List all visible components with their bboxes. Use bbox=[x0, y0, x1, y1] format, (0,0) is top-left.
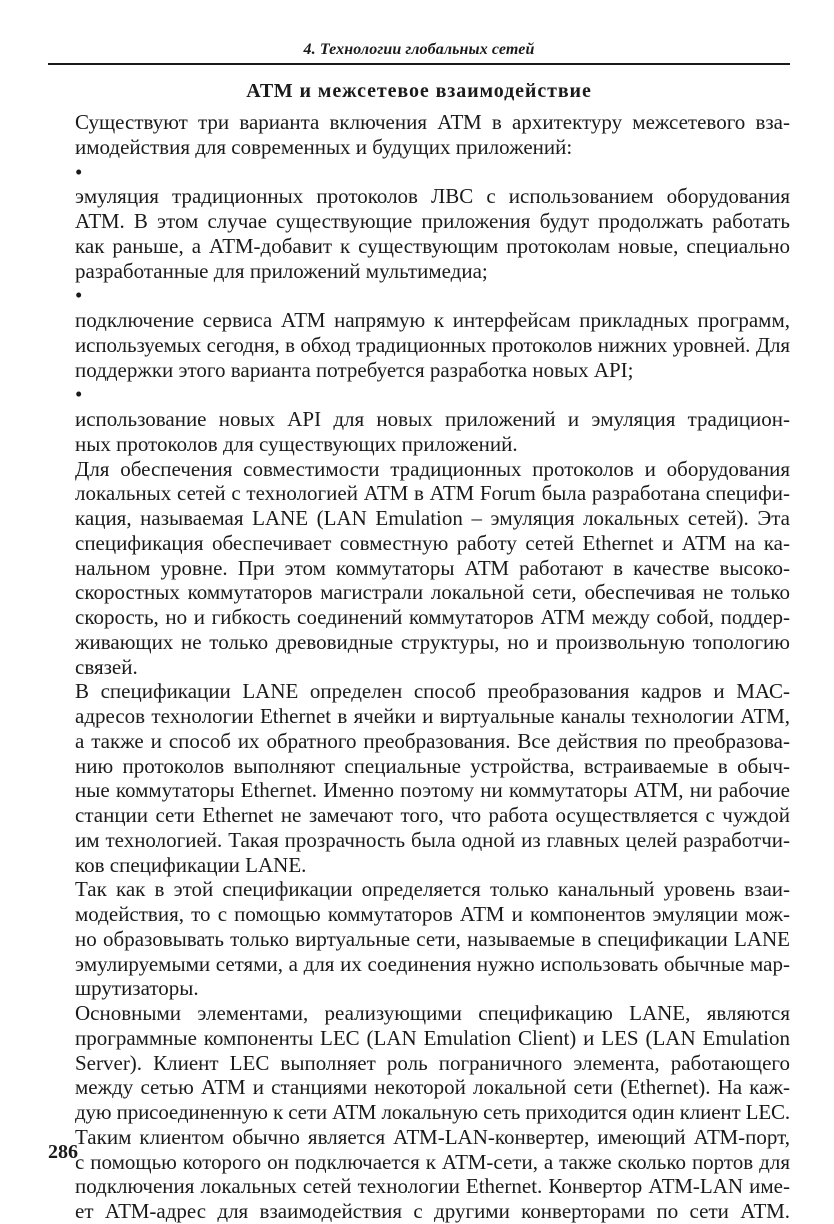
text-line: им технологией. Такая прозрачность была одной из главных целей разработчи- bbox=[75, 827, 790, 852]
text-line: шрутизаторы. bbox=[75, 976, 199, 1001]
text-line: как раньше, а АТМ-добавит к существующим протоколам новые, специально bbox=[75, 233, 790, 258]
text-line: программные компоненты LEC (LAN Emulation Client) и LES (LAN Emulation bbox=[75, 1025, 790, 1050]
text-line: Основными элементами, реализующими спецификацию LANE, являются bbox=[75, 1001, 790, 1025]
text-line: связей. bbox=[75, 654, 138, 679]
text-line: но образовывать только виртуальные сети, называемые в спецификации LANE bbox=[75, 926, 790, 951]
text-line: Server). Клиент LEC выполняет роль пограничного элемента, работающего bbox=[75, 1050, 790, 1075]
text-line: модействия, то с помощью коммутаторов АТМ и компонентов эмуляции мож- bbox=[75, 902, 790, 926]
paragraph bbox=[48, 877, 790, 1001]
text-line: • подключение сервиса АТМ напрямую к интерфейсам прикладных программ, bbox=[75, 308, 790, 332]
page-number: 286 bbox=[48, 1141, 78, 1163]
text-line: ные коммутаторы Ethernet. Именно поэтому ни коммутаторы АТМ, ни рабочие bbox=[75, 778, 790, 803]
header-rule bbox=[48, 63, 790, 65]
text-line: В спецификации LANE определен способ преобразования кадров и МАС- bbox=[75, 679, 790, 704]
text-line: ков спецификации LANE. bbox=[75, 852, 307, 877]
text-line: нальном уровне. При этом коммутаторы АТМ работают в качестве высоко- bbox=[75, 555, 790, 580]
text-line: скоростных коммутаторов магистрали локальной сети, обеспечивая не только bbox=[75, 580, 790, 605]
text-line: станции сети Ethernet не замечают того, что работа осуществляется с чуждой bbox=[75, 803, 790, 827]
text-line: Существуют три варианта включения АТМ в архитектуру межсетевого вза- bbox=[75, 110, 790, 134]
body-text bbox=[48, 110, 790, 1224]
paragraph bbox=[48, 679, 790, 877]
text-line: между сетью АТМ и станциями некоторой локальной сети (Ethernet). На каж- bbox=[75, 1075, 790, 1100]
text-line: с помощью которого он подключается к АТМ-сети, а также сколько портов для bbox=[75, 1149, 790, 1174]
section-title: АТМ и межсетевое взаимодействие bbox=[246, 80, 592, 102]
text-line: подключения локальных сетей технологии Ethernet. Конвертор АТМ-LAN име- bbox=[75, 1174, 790, 1199]
text-line: АТМ. В этом случае существующие приложения будут продолжать работать bbox=[75, 209, 790, 233]
text-line: живающих не только древовидные структуры, но и произвольную топологию bbox=[75, 629, 790, 654]
text-line: Так как в этой спецификации определяется только канальный уровень взаи- bbox=[75, 877, 790, 902]
paragraph bbox=[48, 457, 790, 680]
text-line: используемых сегодня, в обход традиционных протоколов нижних уровней. Для bbox=[75, 332, 790, 357]
text-line: ет АТМ-адрес для взаимодействия с другими конверторами по сети АТМ. bbox=[75, 1199, 790, 1223]
paragraph bbox=[48, 1001, 790, 1224]
text-line: Таким клиентом обычно является АТМ-LAN-конвертер, имеющий АТМ-порт, bbox=[75, 1124, 790, 1149]
text-line: Для обеспечения совместимости традиционных протоколов и оборудования bbox=[75, 456, 790, 481]
text-line: эмулируемыми сетями, а для их соединения нужно использовать обычные мар- bbox=[75, 951, 790, 976]
bullet-paragraph bbox=[48, 160, 790, 284]
text-line: ных протоколов для существующих приложений. bbox=[75, 431, 518, 456]
text-line: локальных сетей с технологией АТМ в АТМ Forum была разработана специфи- bbox=[75, 481, 790, 506]
text-line: имодействия для современных и будущих приложений: bbox=[75, 134, 573, 159]
text-line: • использование новых API для новых приложений и эмуляция традицион- bbox=[75, 407, 790, 431]
text-line: нию протоколов выполняют специальные устройства, встраиваемые в обыч- bbox=[75, 753, 790, 778]
text-line: поддержки этого варианта потребуется разработка новых API; bbox=[75, 357, 634, 382]
text-line: а также и способ их обратного преобразования. Все действия по преобразова- bbox=[75, 728, 790, 753]
text-line: дую присоединенную к сети АТМ локальную сеть приходится один клиент LEC. bbox=[75, 1100, 790, 1124]
text-line: разработанные для приложений мультимедиа; bbox=[75, 258, 488, 283]
text-line: спецификация обеспечивает совместную работу сетей Ethernet и АТМ на ка- bbox=[75, 530, 790, 555]
paragraph bbox=[48, 110, 790, 160]
bullet-paragraph bbox=[48, 382, 790, 456]
text-line: скорость, но и гибкость соединений коммутаторов АТМ между собой, поддер- bbox=[75, 605, 790, 629]
text-line: • эмуляция традиционных протоколов ЛВС с использованием оборудования bbox=[75, 184, 790, 209]
bullet-paragraph bbox=[48, 283, 790, 382]
text-line: кация, называемая LANE (LAN Emulation – эмуляция локальных сетей). Эта bbox=[75, 506, 790, 530]
text-line: адресов технологии Ethernet в ячейки и виртуальные каналы технологии АТМ, bbox=[75, 704, 790, 728]
running-head: 4. Технологии глобальных сетей bbox=[303, 41, 535, 58]
